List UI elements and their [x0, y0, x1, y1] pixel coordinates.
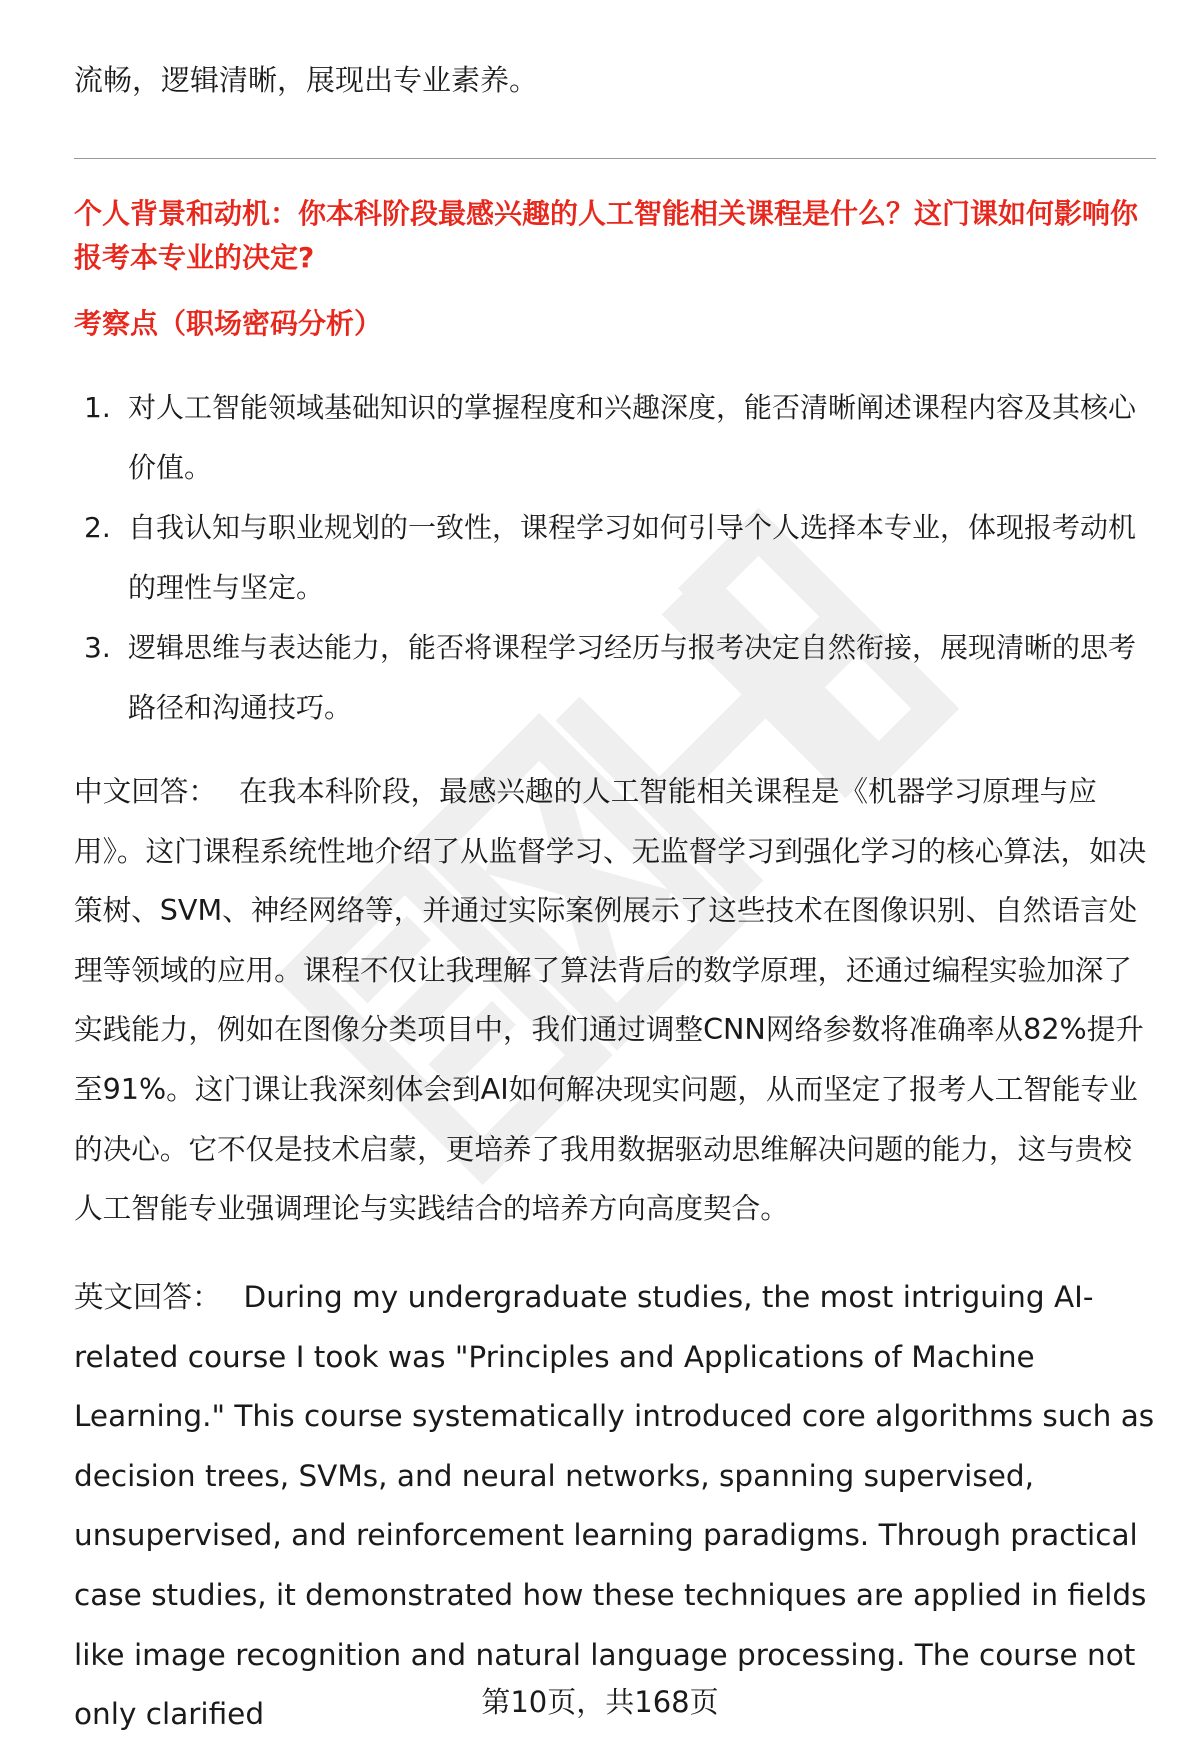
- list-item: [74, 618, 1156, 738]
- chinese-answer-label: 中文回答：: [74, 774, 217, 808]
- question-heading: 个人背景和动机：你本科阶段最感兴趣的人工智能相关课程是什么？这门课如何影响你报考本专业的决定?: [74, 197, 1139, 274]
- assessment-points-list: [74, 378, 1156, 738]
- chinese-answer: [74, 762, 1156, 1239]
- english-answer-label: 英文回答：: [74, 1280, 222, 1314]
- list-item-text: 对人工智能领域基础知识的掌握程度和兴趣深度，能否清晰阐述课程内容及其核心价值。: [128, 391, 1137, 484]
- list-number: 1.: [84, 391, 111, 424]
- english-answer-text: During my undergraduate studies, the most intriguing AI-related course I took was "Principles and Applications of Machine Learning." This course systematically introduced core algorithms such as decision trees, SVMs, and neural networks, spanning supervised, unsupervised, and reinforcement learning paradigms. Through practical case studies, it demonstrated how these techniques are applied in fields like image recognition and natural language processing. The course not only clarified: [74, 1280, 1155, 1732]
- list-item-text: 自我认知与职业规划的一致性，课程学习如何引导个人选择本专业，体现报考动机的理性与坚定。: [128, 511, 1137, 604]
- page-footer: 第10页，共168页: [481, 1685, 719, 1719]
- chinese-answer-text: 在我本科阶段，最感兴趣的人工智能相关课程是《机器学习原理与应用》。这门课程系统性地介绍了从监督学习、无监督学习到强化学习的核心算法，如决策树、SVM、神经网络等，并通过实际案例展示了这些技术在图像识别、自然语言处理等领域的应用。课程不仅让我理解了算法背后的数学原理，还通过编程实验加深了实践能力，例如在图像分类项目中，我们通过调整CNN网络参数将准确率从82%提升至91%。这门课让我深刻体会到AI如何解决现实问题，从而坚定了报考人工智能专业的决心。它不仅是技术启蒙，更培养了我用数据驱动思维解决问题的能力，这与贵校人工智能专业强调理论与实践结合的培养方向高度契合。: [74, 774, 1147, 1226]
- section-title: 考察点（职场密码分析）: [74, 307, 383, 340]
- list-item: [74, 378, 1156, 498]
- continued-text: 流畅，逻辑清晰，展现出专业素养。: [74, 63, 539, 97]
- section-divider: [74, 158, 1156, 159]
- list-item: [74, 498, 1156, 618]
- list-number: 2.: [84, 511, 111, 544]
- english-answer: [74, 1268, 1156, 1745]
- list-number: 3.: [84, 631, 111, 664]
- list-item-text: 逻辑思维与表达能力，能否将课程学习经历与报考决定自然衔接，展现清晰的思考路径和沟通技巧。: [128, 631, 1137, 724]
